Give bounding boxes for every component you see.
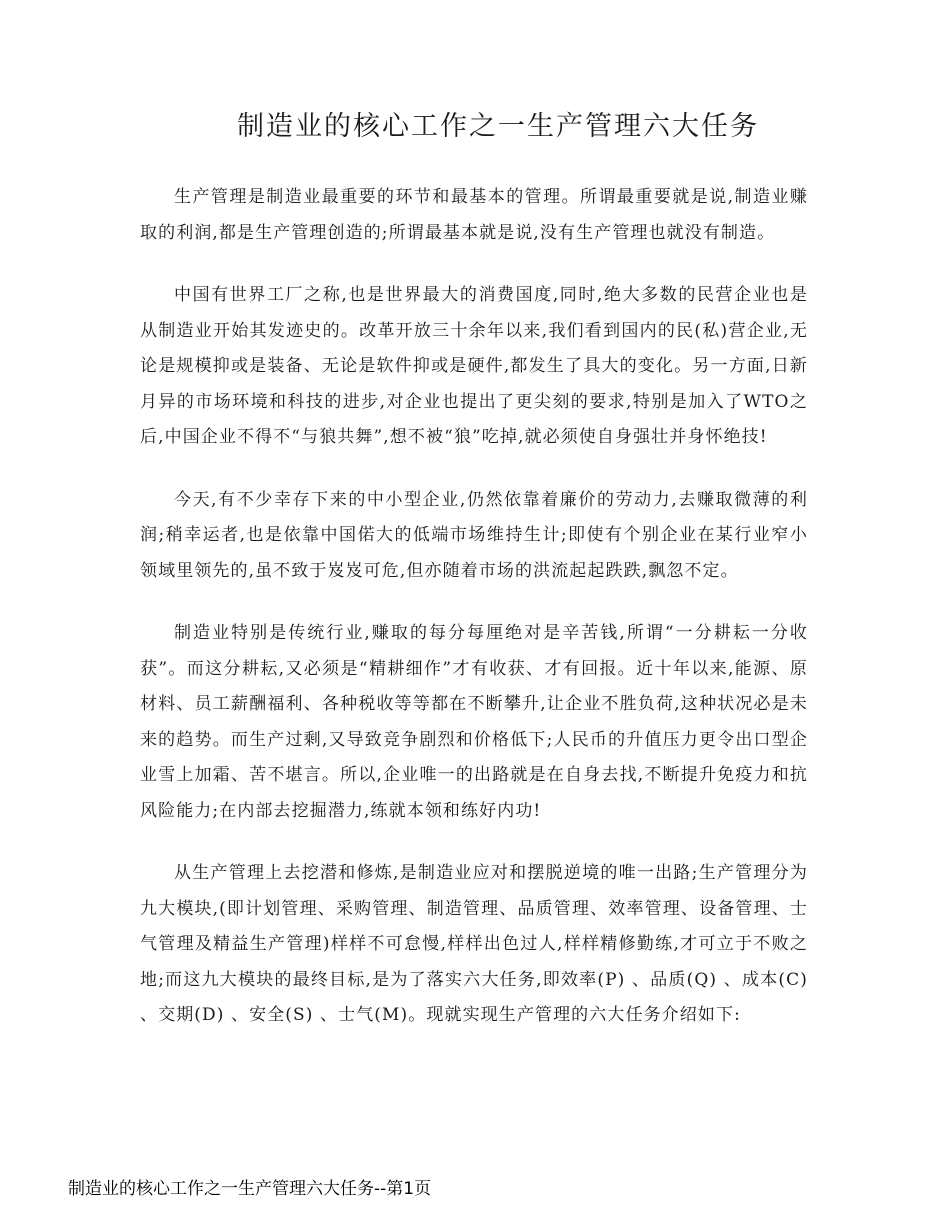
paragraph-2: 中国有世界工厂之称,也是世界最大的消费国度,同时,绝大多数的民营企业也是从制造业开始其发迹史的。改革开放三十余年以来,我们看到国内的民(私)营企业,无论是规模抑或是装备、无论是软件抑或是硬件,都发生了具大的变化。另一方面,日新月异的市场环境和科技的进步,对企业也提出了更尖刻的要求,特别是加入了WTO之后,中国企业不得不“与狼共舞”,想不被“狼”吃掉,就必须使自身强壮并身怀绝技! bbox=[140, 285, 808, 447]
paragraph-5: 从生产管理上去挖潜和修炼,是制造业应对和摆脱逆境的唯一出路;生产管理分为九大模块,(即计划管理、采购管理、制造管理、品质管理、效率管理、设备管理、士气管理及精益生产管理)样样不可怠慢,样样出色过人,样样精修勤练,才可立于不败之地;而这九大模块的最终目标,是为了落实六大任务,即效率(P) 、品质(Q) 、成本(C) 、交期(D) 、安全(S) 、士气(M)。现就实现生产管理的六大任务介绍如下: bbox=[140, 863, 808, 1025]
paragraph-4: 制造业特别是传统行业,赚取的每分每厘绝对是辛苦钱,所谓“一分耕耘一分收获”。而这分耕耘,又必须是“精耕细作”才有收获、才有回报。近十年以来,能源、原材料、员工薪酬福利、各种税收等等都在不断攀升,让企业不胜负荷,这种状况必是未来的趋势。而生产过剩,又导致竞争剧烈和价格低下;人民币的升值压力更令出口型企业雪上加霜、苦不堪言。所以,企业唯一的出路就是在自身去找,不断提升免疫力和抗风险能力;在内部去挖掘潜力,练就本领和练好内功! bbox=[140, 623, 808, 821]
paragraph-3: 今天,有不少幸存下来的中小型企业,仍然依靠着廉价的劳动力,去赚取微薄的利润;稍幸运者,也是依靠中国偌大的低端市场维持生计;即使有个别企业在某行业窄小领域里领先的,虽不致于岌岌可危,但亦随着市场的洪流起起跌跌,飘忽不定。 bbox=[140, 489, 808, 581]
document-title: 制造业的核心工作之一生产管理六大任务 bbox=[237, 111, 759, 142]
paragraph-1: 生产管理是制造业最重要的环节和最基本的管理。所谓最重要就是说,制造业赚取的利润,都是生产管理创造的;所谓最基本就是说,没有生产管理也就没有制造。 bbox=[140, 187, 808, 243]
document-body bbox=[140, 180, 808, 1061]
page-footer: 制造业的核心工作之一生产管理六大任务--第1页 bbox=[68, 1179, 432, 1199]
